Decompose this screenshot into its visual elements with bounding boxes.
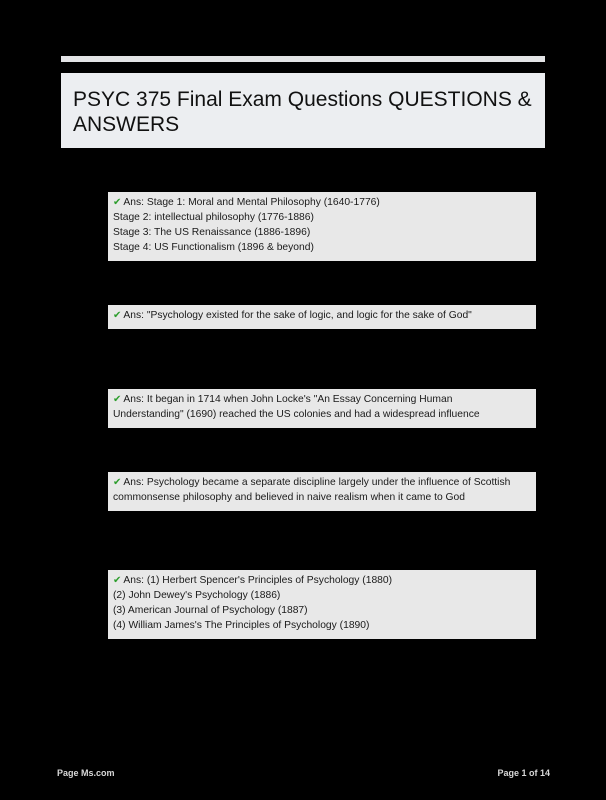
answer-line: Stage 4: US Functionalism (1896 & beyond) — [113, 242, 314, 253]
answer-box — [108, 192, 536, 261]
answer-prefix: Ans: — [123, 310, 147, 321]
answer-line: Stage 2: intellectual philosophy (1776-1886) — [113, 212, 314, 223]
answer-box — [108, 305, 536, 329]
answer-line: (4) William James's The Principles of Psychology (1890) — [113, 620, 370, 631]
answer-line — [113, 195, 530, 210]
answer-line: commonsense philosophy and believed in naive realism when it came to God — [113, 492, 466, 503]
answer-prefix: Ans: — [123, 394, 147, 405]
header-rule — [61, 56, 545, 62]
answer-line — [113, 573, 530, 588]
answer-text: "Psychology existed for the sake of logic, and logic for the sake of God" — [146, 310, 472, 321]
answer-line: (2) John Dewey's Psychology (1886) — [113, 590, 281, 601]
title-banner — [61, 73, 545, 148]
checkmark-icon: ✔ — [113, 394, 122, 405]
answer-line — [113, 392, 530, 407]
answer-text: It began in 1714 when John Locke's "An Essay Concerning Human — [146, 394, 453, 405]
answer-box — [108, 389, 536, 428]
checkmark-icon: ✔ — [113, 310, 122, 321]
answer-text: Psychology became a separate discipline largely under the influence of Scottish — [146, 477, 511, 488]
answer-box — [108, 472, 536, 511]
answer-line: Understanding" (1690) reached the US colonies and had a widespread influence — [113, 409, 480, 420]
answer-prefix: Ans: — [123, 575, 147, 586]
answer-text: Stage 1: Moral and Mental Philosophy (1640-1776) — [146, 197, 380, 208]
checkmark-icon: ✔ — [113, 477, 122, 488]
footer-page-number: Page 1 of 14 — [497, 768, 550, 778]
answer-prefix: Ans: — [123, 197, 147, 208]
checkmark-icon: ✔ — [113, 197, 122, 208]
answer-text: (1) Herbert Spencer's Principles of Psychology (1880) — [146, 575, 393, 586]
answer-prefix: Ans: — [123, 477, 147, 488]
page-title: PSYC 375 Final Exam Questions QUESTIONS & ANSWERS — [73, 88, 532, 136]
answer-line — [113, 308, 530, 323]
answer-line — [113, 475, 530, 490]
answer-line: Stage 3: The US Renaissance (1886-1896) — [113, 227, 311, 238]
answer-box — [108, 570, 536, 639]
footer-site: Page Ms.com — [57, 768, 115, 778]
answer-line: (3) American Journal of Psychology (1887) — [113, 605, 308, 616]
checkmark-icon: ✔ — [113, 575, 122, 586]
